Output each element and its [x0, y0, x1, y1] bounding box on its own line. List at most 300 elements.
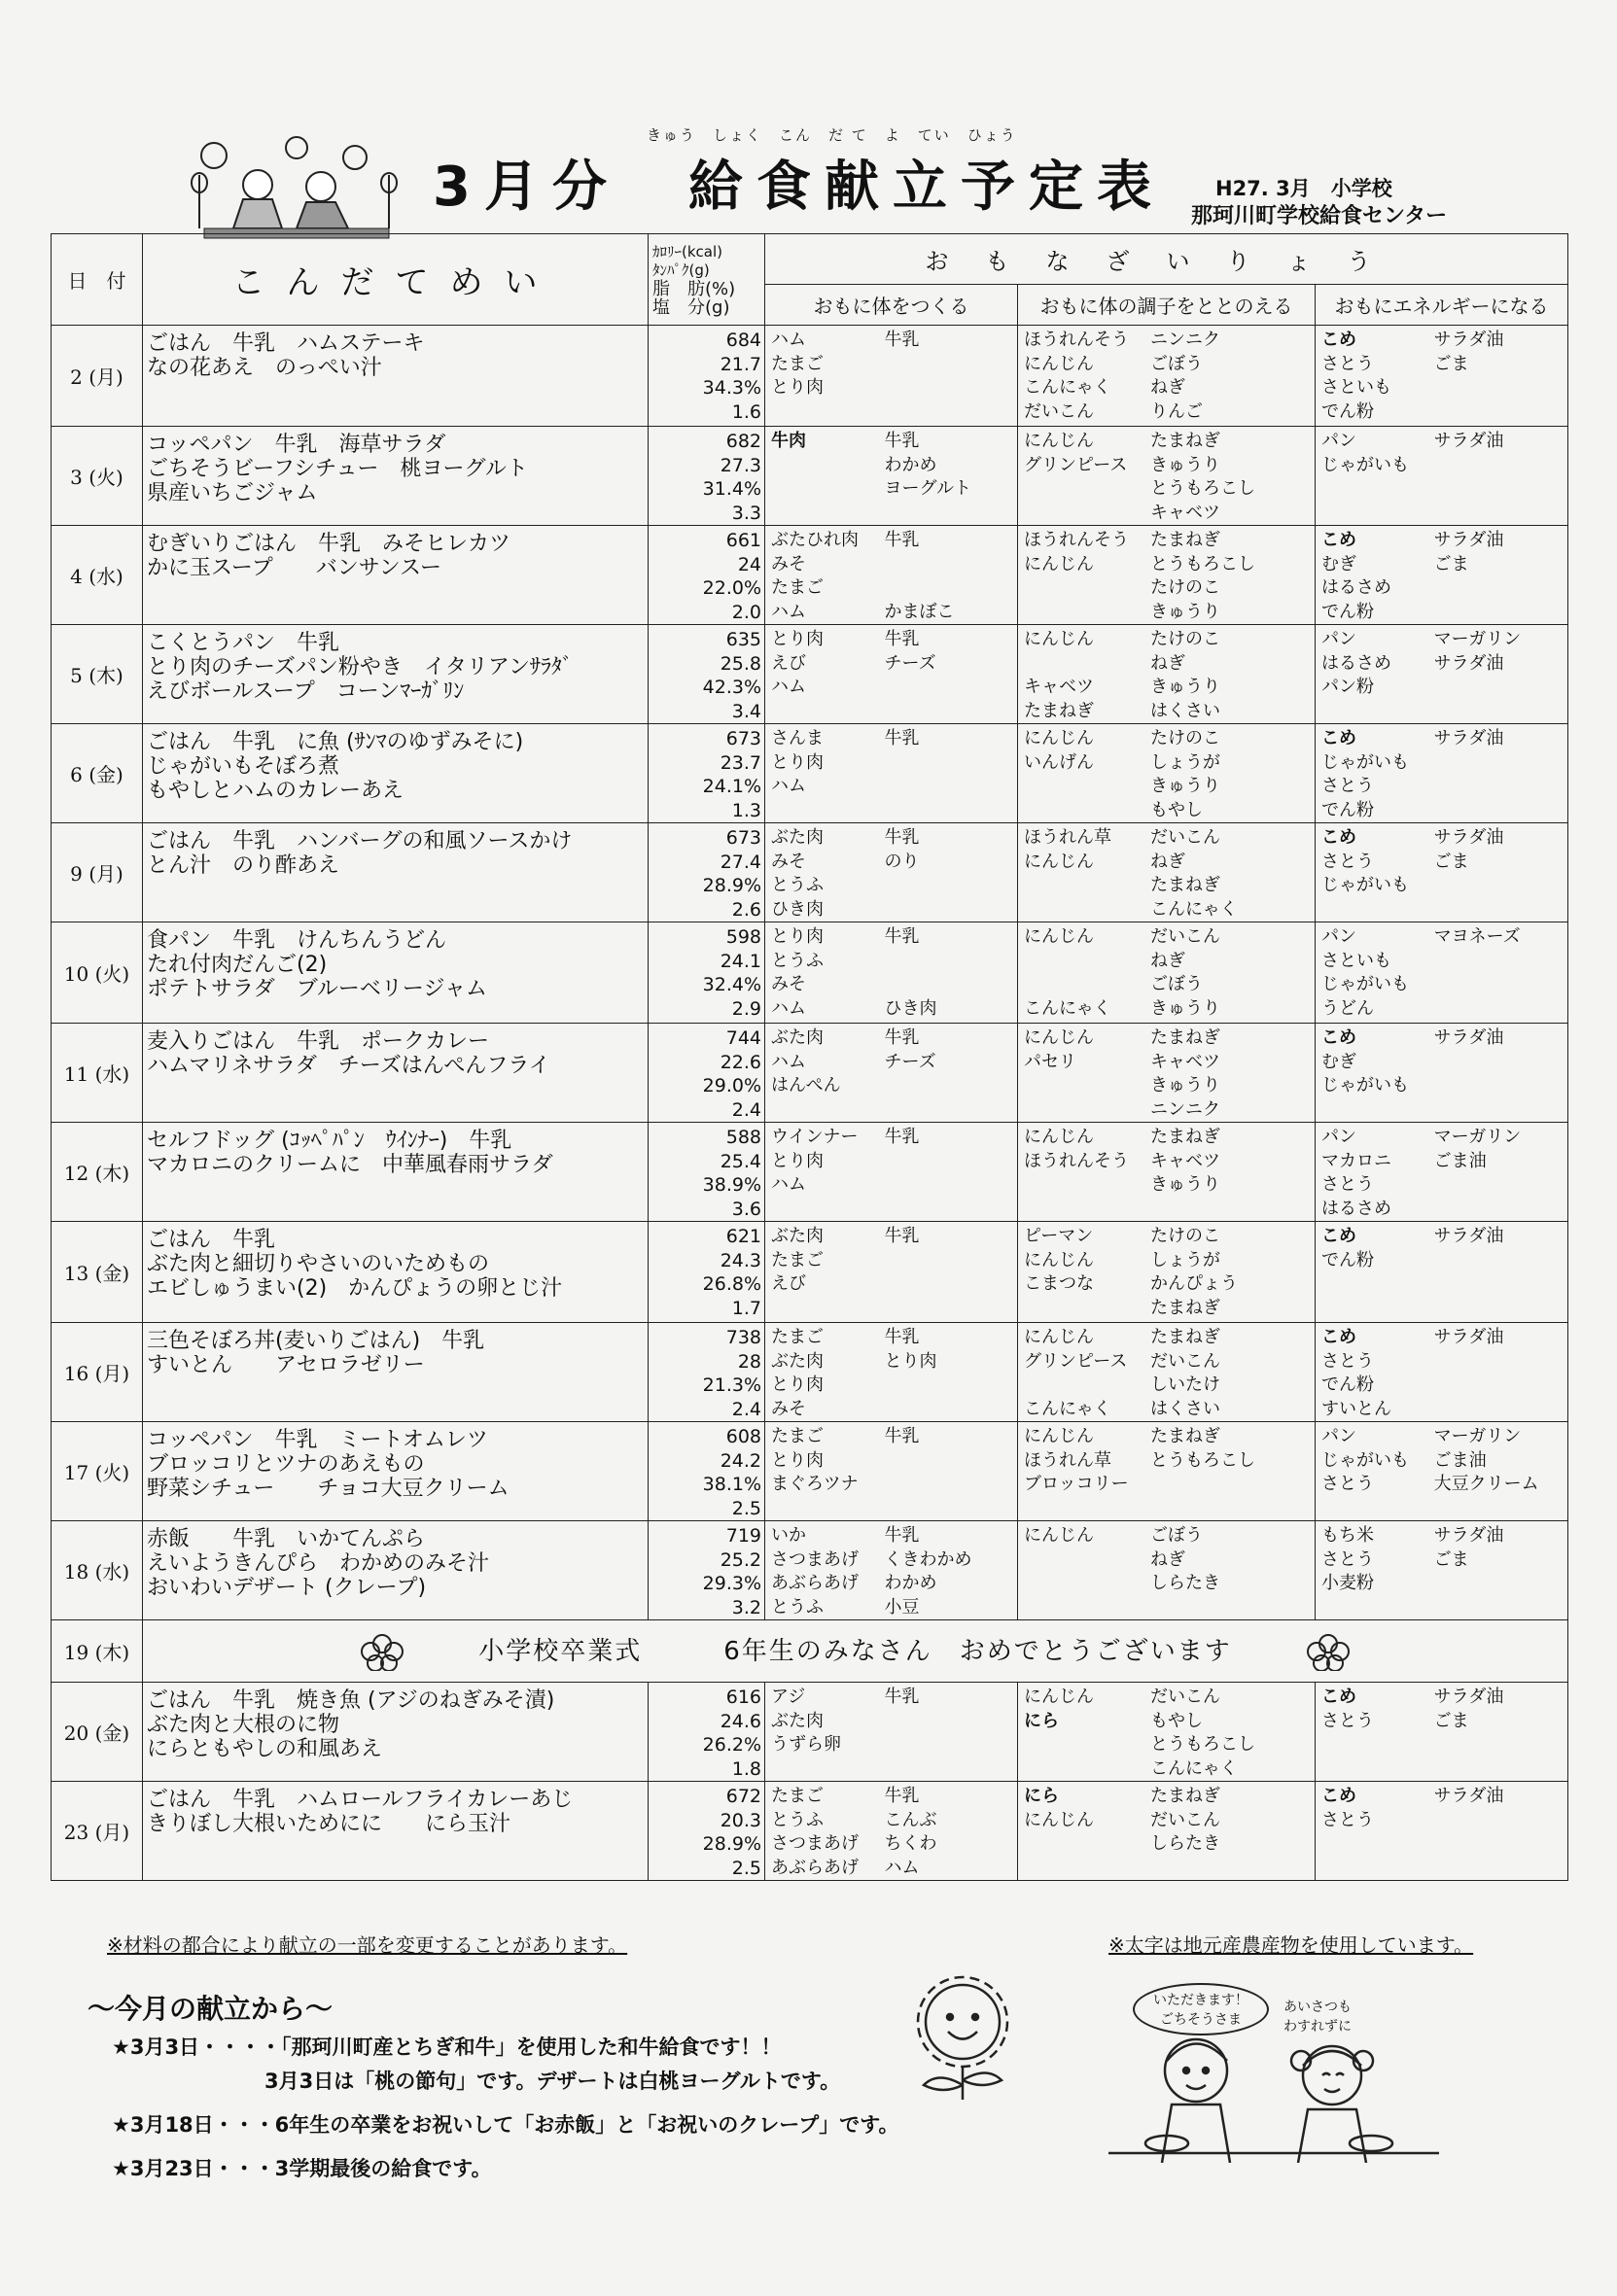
ingredients-body — [765, 427, 1018, 526]
ingredient-line — [1024, 376, 1313, 400]
ingredient-item: ブロッコリー — [1024, 1474, 1129, 1494]
ingredient-item: しょうが — [1150, 1249, 1220, 1270]
row-date: 16 (月) — [52, 1323, 143, 1422]
nutrition-kcal: 673 — [725, 827, 761, 849]
ingredient-line — [1321, 1326, 1565, 1350]
ingredient-item: こめ — [1321, 1687, 1356, 1707]
ingredient-item: たけのこ — [1150, 577, 1220, 598]
ingredient-line — [771, 1225, 1015, 1249]
ingredient-line — [1024, 925, 1313, 950]
ingredient-line — [771, 1785, 1015, 1809]
ingredient-item: さとう — [1321, 1474, 1374, 1494]
ingredients-body — [765, 922, 1018, 1024]
ingredient-item — [885, 376, 1015, 400]
ingredient-item: にんじん — [1024, 1687, 1094, 1707]
nutrition-protein: 22.6 — [720, 1051, 761, 1073]
ingredient-line — [771, 1809, 1015, 1833]
ingredient-item — [885, 1249, 1015, 1273]
ingredients-body — [765, 1422, 1018, 1521]
ingredient-item: さとう — [1321, 1809, 1374, 1830]
ingredient-item: 牛乳 — [884, 629, 920, 649]
ingredient-item: とうもろこし — [1150, 553, 1255, 574]
ingredient-line — [771, 1374, 1015, 1398]
ingredient-item — [1434, 676, 1565, 700]
ingredient-item — [1024, 1374, 1150, 1398]
col-header-menu: こんだてめい — [143, 234, 649, 326]
ingredient-line — [1024, 1686, 1313, 1710]
ingredient-line — [1321, 1710, 1565, 1734]
nutrition-salt: 2.4 — [731, 1098, 761, 1121]
ingredient-item — [1024, 1757, 1150, 1782]
dish-line: ごはん 牛乳 に魚 (ｻﾝﾏのゆずみそに) — [147, 730, 524, 754]
ingredient-item: パン — [1321, 926, 1356, 947]
menu-row — [52, 326, 1568, 427]
ingredient-item: みそ — [771, 1398, 806, 1419]
row-dishes — [143, 1024, 649, 1123]
ingredient-line — [1024, 329, 1313, 353]
ingredient-item: にんじん — [1024, 1525, 1094, 1546]
ingredient-item: ねぎ — [1150, 851, 1185, 872]
ingredient-item: サラダ油 — [1433, 728, 1504, 748]
ingredient-item: こんにゃく — [1150, 898, 1238, 920]
ingredient-item: にら — [1024, 1786, 1059, 1806]
menu-row — [52, 1222, 1568, 1323]
ingredient-item: りんご — [1150, 400, 1203, 422]
row-dishes — [143, 625, 649, 724]
ingredient-item — [1434, 576, 1565, 601]
ingredient-item: 牛乳 — [884, 330, 920, 350]
ingredient-item: ひき肉 — [771, 898, 824, 920]
ingredient-item: サラダ油 — [1433, 330, 1504, 350]
dish-line: マカロニのクリームに 中華風春雨サラダ — [147, 1153, 553, 1177]
ingredient-item: 牛乳 — [884, 1426, 920, 1446]
ingredient-line — [1024, 727, 1313, 751]
nutrition-fat: 28.9% — [702, 1833, 761, 1855]
ingredient-item — [885, 553, 1015, 577]
ingredient-line — [771, 676, 1015, 700]
ingredient-item: にんじん — [1024, 728, 1094, 748]
ingredient-line — [771, 1449, 1015, 1474]
ingredient-line — [1321, 329, 1565, 353]
row-nutrition — [649, 1024, 765, 1123]
ingredient-item: さといも — [1321, 950, 1391, 971]
ingredient-line — [771, 950, 1015, 974]
sakura-icon — [354, 1632, 410, 1671]
ingredient-item: 牛乳 — [884, 1327, 920, 1347]
ingredient-line — [1024, 529, 1313, 553]
row-dishes — [143, 823, 649, 922]
ingredient-item: にんじん — [1024, 353, 1094, 374]
ingredients-condition — [1018, 427, 1316, 526]
ingredient-item — [1434, 1350, 1565, 1374]
nutrition-fat: 26.8% — [702, 1273, 761, 1295]
dish-line: ごはん 牛乳 ハムロールフライカレーあじ — [147, 1788, 574, 1812]
smiling-flower-illustration — [880, 1973, 1045, 2109]
ingredient-line — [1321, 1449, 1565, 1474]
ingredient-item: うずら卵 — [771, 1734, 841, 1755]
ingredient-item: 牛乳 — [884, 1127, 920, 1147]
ingredient-line — [1024, 1126, 1313, 1150]
ingredient-item: さとう — [1321, 353, 1374, 374]
ingredient-line — [1321, 997, 1565, 1022]
ingredient-line — [771, 997, 1015, 1022]
dish-line: ハムマリネサラダ チーズはんぺんフライ — [147, 1054, 550, 1078]
ingredient-item: こんにゃく — [1024, 377, 1111, 398]
ingredient-item: とり肉 — [771, 1449, 824, 1471]
ingredient-item: きゅうり — [1150, 1174, 1220, 1195]
ingredients-condition — [1018, 1782, 1316, 1881]
ingredient-item: ごま — [1433, 553, 1469, 574]
ingredient-item — [1024, 1832, 1150, 1857]
row-dishes — [143, 1683, 649, 1782]
ingredients-energy — [1316, 724, 1568, 823]
ingredient-item: ぶた肉 — [771, 1350, 824, 1372]
nutrition-salt: 2.5 — [731, 1857, 761, 1879]
ingredient-line — [771, 652, 1015, 677]
ingredient-item: サラダ油 — [1433, 431, 1504, 451]
ingredient-item: だいこん — [1024, 400, 1094, 422]
row-date: 17 (火) — [52, 1422, 143, 1521]
ingredient-item: じゃがいも — [1321, 974, 1409, 994]
ingredient-item — [885, 1272, 1015, 1297]
ingredient-line — [1024, 851, 1313, 875]
nutrition-fat: 38.1% — [702, 1474, 761, 1495]
page-title: 3月分 給食献立予定表 — [433, 156, 1165, 219]
menu-row — [52, 625, 1568, 724]
ingredient-line — [1321, 1026, 1565, 1051]
nutrition-fat: 22.0% — [702, 577, 761, 599]
nutrition-fat: 42.3% — [702, 677, 761, 698]
dish-line: コッペパン 牛乳 ミートオムレツ — [147, 1428, 488, 1452]
row-dishes — [143, 427, 649, 526]
ingredients-condition — [1018, 1521, 1316, 1620]
ingredients-energy — [1316, 1422, 1568, 1521]
row-dishes — [143, 1782, 649, 1881]
ingredient-item: ごぼう — [1150, 353, 1203, 374]
ingredient-line — [771, 1710, 1015, 1734]
ingredient-item: 牛乳 — [884, 1027, 920, 1048]
ingredient-line — [1024, 1374, 1313, 1398]
col-header-ingredients: おもなざいりょう — [765, 234, 1568, 285]
ingredient-item: はくさい — [1150, 1398, 1220, 1419]
ingredient-item: でん粉 — [1321, 601, 1374, 622]
nutrition-fat: 24.1% — [702, 776, 761, 797]
ingredient-line — [771, 1857, 1015, 1881]
ingredient-item — [1024, 477, 1150, 502]
row-nutrition — [649, 1683, 765, 1782]
row-nutrition — [649, 1521, 765, 1620]
dish-line: 食パン 牛乳 けんちんうどん — [147, 928, 447, 953]
ingredient-item: ほうれんそう — [1024, 530, 1129, 550]
ingredient-item: キャベツ — [1150, 1150, 1220, 1171]
ingredient-item — [885, 1150, 1015, 1174]
ingredient-item: だいこん — [1150, 827, 1220, 848]
ingredient-item: とり肉 — [771, 377, 824, 398]
ingredient-item: サラダ油 — [1433, 1786, 1504, 1806]
nutrition-protein: 27.4 — [720, 851, 761, 873]
ingredient-item: ねぎ — [1150, 652, 1185, 674]
row-nutrition — [649, 1782, 765, 1881]
ingredient-item — [1024, 1297, 1150, 1321]
nutrition-kcal: 661 — [725, 530, 761, 551]
row-date: 6 (金) — [52, 724, 143, 823]
ingredient-line — [771, 1074, 1015, 1098]
dish-line: ごはん 牛乳 — [147, 1228, 276, 1252]
ingredient-item: とうもろこし — [1150, 478, 1255, 499]
ingredient-item — [1434, 1374, 1565, 1398]
ingredient-line — [771, 628, 1015, 652]
ingredient-item — [1434, 973, 1565, 997]
ingredient-line — [1321, 1374, 1565, 1398]
ingredient-item — [1024, 874, 1150, 898]
ingredient-item: みそ — [771, 851, 806, 872]
footer-line-1: ★3月3日・・・・「那珂川町産とちぎ和牛」を使用した和牛給食です！！ — [112, 2035, 782, 2059]
ingredient-item: たまご — [771, 1249, 824, 1270]
ingredient-item: こめ — [1321, 827, 1356, 848]
ingredients-body — [765, 1323, 1018, 1422]
ingredient-item — [1024, 1733, 1150, 1757]
nutrition-protein: 24.1 — [720, 950, 761, 972]
ingredient-item: ハム — [771, 601, 806, 622]
ingredient-item: サラダ油 — [1433, 827, 1504, 848]
ingredient-item: くきわかめ — [884, 1548, 972, 1570]
ingredient-item: さとう — [1321, 1710, 1374, 1731]
nutrition-label-kcal: ｶﾛﾘｰ(kcal) — [652, 242, 722, 261]
ingredient-item: さとう — [1321, 1548, 1374, 1570]
ingredient-line — [1321, 1686, 1565, 1710]
ingredient-line — [771, 529, 1015, 553]
row-nutrition — [649, 724, 765, 823]
ingredient-item: はるさめ — [1321, 1198, 1391, 1219]
ingredient-line — [1024, 502, 1313, 526]
dish-line: たれ付肉だんご(2) — [147, 953, 328, 977]
ingredient-line — [771, 1548, 1015, 1573]
ingredients-body — [765, 1024, 1018, 1123]
ingredient-line — [1024, 353, 1313, 377]
ingredient-line — [1024, 400, 1313, 425]
row-date: 18 (水) — [52, 1521, 143, 1620]
ingredient-item — [885, 1074, 1015, 1098]
ingredient-item: サラダ油 — [1433, 1027, 1504, 1048]
row-date: 4 (水) — [52, 526, 143, 625]
ingredient-line — [1321, 1225, 1565, 1249]
ingredient-line — [1024, 1350, 1313, 1374]
row-nutrition — [649, 1422, 765, 1521]
ingredient-line — [771, 851, 1015, 875]
nutrition-protein: 27.3 — [720, 454, 761, 476]
ingredient-item — [885, 576, 1015, 601]
ingredient-item: とうふ — [771, 1809, 824, 1830]
ingredient-item: はるさめ — [1321, 652, 1391, 674]
ingredient-item: たまねぎ — [1150, 1426, 1220, 1446]
ingredients-body — [765, 1683, 1018, 1782]
ingredient-line — [771, 1425, 1015, 1449]
nutrition-kcal: 608 — [725, 1426, 761, 1447]
ingredient-line — [1024, 973, 1313, 997]
dish-line: ぶた肉と大根のに物 — [147, 1713, 340, 1737]
ingredient-line — [1321, 553, 1565, 577]
ingredient-item — [885, 898, 1015, 922]
ingredient-item: ねぎ — [1150, 377, 1185, 398]
ingredient-item: にんじん — [1024, 1327, 1094, 1347]
ingredient-line — [1321, 1809, 1565, 1833]
dish-line: ぶた肉と細切りやさいのいためもの — [147, 1252, 490, 1276]
nutrition-kcal: 621 — [725, 1226, 761, 1247]
ingredient-item: わかめ — [884, 454, 937, 475]
nutrition-kcal: 598 — [725, 926, 761, 948]
ingredient-item — [1434, 775, 1565, 799]
graduation-date: 19 (木) — [52, 1620, 143, 1683]
ingredient-line — [1024, 1832, 1313, 1857]
ingredient-item: みそ — [771, 553, 806, 574]
dish-line: もやしとハムのカレーあえ — [147, 779, 404, 803]
ingredients-energy — [1316, 1222, 1568, 1323]
ingredient-item: ぶた肉 — [771, 1710, 824, 1731]
ingredient-item: ぶた肉 — [771, 827, 824, 848]
menu-row — [52, 823, 1568, 922]
nutrition-fat: 31.4% — [702, 478, 761, 500]
ingredient-item — [885, 676, 1015, 700]
ingredient-item — [885, 775, 1015, 799]
ingredient-item: たまご — [771, 1327, 824, 1347]
row-dishes — [143, 922, 649, 1024]
ingredient-line — [1024, 826, 1313, 851]
graduation-text: 小学校卒業式 6年生のみなさん おめでとうございます — [478, 1636, 1232, 1666]
row-nutrition — [649, 427, 765, 526]
ingredient-line — [1024, 950, 1313, 974]
ingredients-energy — [1316, 326, 1568, 427]
ingredient-item — [1434, 454, 1565, 478]
ingredient-line — [771, 925, 1015, 950]
ingredient-item: でん粉 — [1321, 400, 1374, 422]
ingredient-item — [885, 950, 1015, 974]
row-dishes — [143, 1422, 649, 1521]
dish-line: セルフドッグ (ｺｯﾍﾟﾊﾟﾝ ｳｲﾝﾅｰ) 牛乳 — [147, 1129, 512, 1153]
menu-table — [51, 233, 1568, 1881]
ingredient-item — [1434, 997, 1565, 1022]
ingredient-item — [1024, 1098, 1150, 1123]
graduation-banner — [143, 1620, 1568, 1683]
ingredient-item: ねぎ — [1150, 950, 1185, 971]
ingredient-item: いか — [771, 1525, 806, 1546]
nutrition-salt: 2.5 — [731, 1497, 761, 1519]
ingredient-item: 牛乳 — [884, 827, 920, 848]
col-header-nutrition — [649, 234, 765, 326]
ingredient-item: こめ — [1321, 530, 1356, 550]
ingredient-item: きゅうり — [1150, 677, 1220, 697]
ingredient-item: マーガリン — [1433, 1426, 1522, 1446]
ingredient-item: にんじん — [1024, 553, 1094, 574]
ingredients-condition — [1018, 1123, 1316, 1222]
ingredient-item: 小豆 — [884, 1596, 920, 1618]
ingredients-energy — [1316, 526, 1568, 625]
ingredient-item: わかめ — [884, 1573, 937, 1593]
dish-line: 県産いちごジャム — [147, 481, 318, 505]
ingredient-item: こめ — [1321, 1226, 1356, 1246]
ingredient-item: ヨーグルト — [884, 478, 971, 499]
menu-row — [52, 922, 1568, 1024]
ingredient-line — [771, 874, 1015, 898]
ingredient-line — [771, 576, 1015, 601]
ingredient-item: ごま — [1433, 1548, 1469, 1570]
ingredient-line — [1024, 676, 1313, 700]
ingredient-item: たまねぎ — [1150, 1127, 1220, 1147]
ingredient-line — [1024, 1297, 1313, 1321]
ingredient-line — [771, 775, 1015, 799]
ingredient-line — [1024, 1548, 1313, 1573]
row-dishes — [143, 326, 649, 427]
row-dishes — [143, 1521, 649, 1620]
nutrition-protein: 25.2 — [720, 1548, 761, 1571]
ingredient-line — [771, 1326, 1015, 1350]
ingredient-item: たまねぎ — [1150, 1297, 1220, 1318]
ingredient-line — [1321, 652, 1565, 677]
ingredients-energy — [1316, 1782, 1568, 1881]
ingredient-item: だいこん — [1150, 926, 1220, 947]
nutrition-fat: 26.2% — [702, 1734, 761, 1756]
ingredient-item: とり肉 — [884, 1350, 937, 1372]
ingredient-line — [771, 1832, 1015, 1857]
ingredient-line — [771, 1051, 1015, 1075]
nutrition-protein: 25.4 — [720, 1150, 761, 1172]
dish-line: えいようきんぴら わかめのみそ汁 — [147, 1551, 490, 1576]
ingredient-item: こんにゃく — [1024, 997, 1111, 1019]
ingredient-item: にんじん — [1024, 1426, 1094, 1446]
ingredient-item — [1024, 576, 1150, 601]
ingredient-item — [1150, 1473, 1296, 1497]
ingredient-item — [885, 1733, 1015, 1757]
ingredient-item — [1024, 950, 1150, 974]
ingredient-item: たまご — [771, 1426, 824, 1446]
row-date: 2 (月) — [52, 326, 143, 427]
ingredients-energy — [1316, 1521, 1568, 1620]
ingredient-item — [885, 751, 1015, 776]
nutrition-kcal: 673 — [725, 728, 761, 749]
ingredient-item: にら — [1024, 1710, 1059, 1731]
ingredient-item: こめ — [1321, 330, 1356, 350]
ingredient-item — [1434, 751, 1565, 776]
dish-line: 麦入りごはん 牛乳 ポークカレー — [147, 1029, 490, 1054]
ingredient-item: マーガリン — [1433, 1127, 1522, 1147]
ingredient-line — [1024, 700, 1313, 724]
ingredient-item — [1434, 1051, 1565, 1075]
nutrition-kcal: 588 — [725, 1127, 761, 1148]
ingredient-item: こんぶ — [884, 1809, 937, 1830]
ingredient-line — [771, 601, 1015, 625]
ingredient-item: さつまあげ — [771, 1833, 859, 1854]
ingredient-item: ニンニク — [1150, 1098, 1220, 1120]
ingredient-line — [771, 1350, 1015, 1374]
dish-line: 赤飯 牛乳 いかてんぷら — [147, 1527, 426, 1551]
nutrition-protein: 24.3 — [720, 1249, 761, 1271]
ingredient-item: サラダ油 — [1433, 530, 1504, 550]
ingredient-line — [771, 1733, 1015, 1757]
col-header-body: おもに体をつくる — [765, 285, 1018, 326]
ingredient-item: でん粉 — [1321, 799, 1374, 820]
ingredient-line — [771, 973, 1015, 997]
ingredient-item: たまご — [771, 1786, 824, 1806]
ingredient-item: こめ — [1321, 1027, 1356, 1048]
ingredient-item: にんじん — [1024, 1809, 1094, 1830]
ingredient-line — [1321, 1572, 1565, 1596]
ingredient-item: しらたき — [1150, 1833, 1220, 1854]
ingredient-item: 大豆クリーム — [1433, 1474, 1539, 1494]
nutrition-protein: 24.6 — [720, 1710, 761, 1732]
ingredient-line — [1321, 676, 1565, 700]
ingredient-item: 牛乳 — [884, 1226, 920, 1246]
ingredients-body — [765, 526, 1018, 625]
ingredient-item: ぶたひれ肉 — [771, 530, 859, 550]
